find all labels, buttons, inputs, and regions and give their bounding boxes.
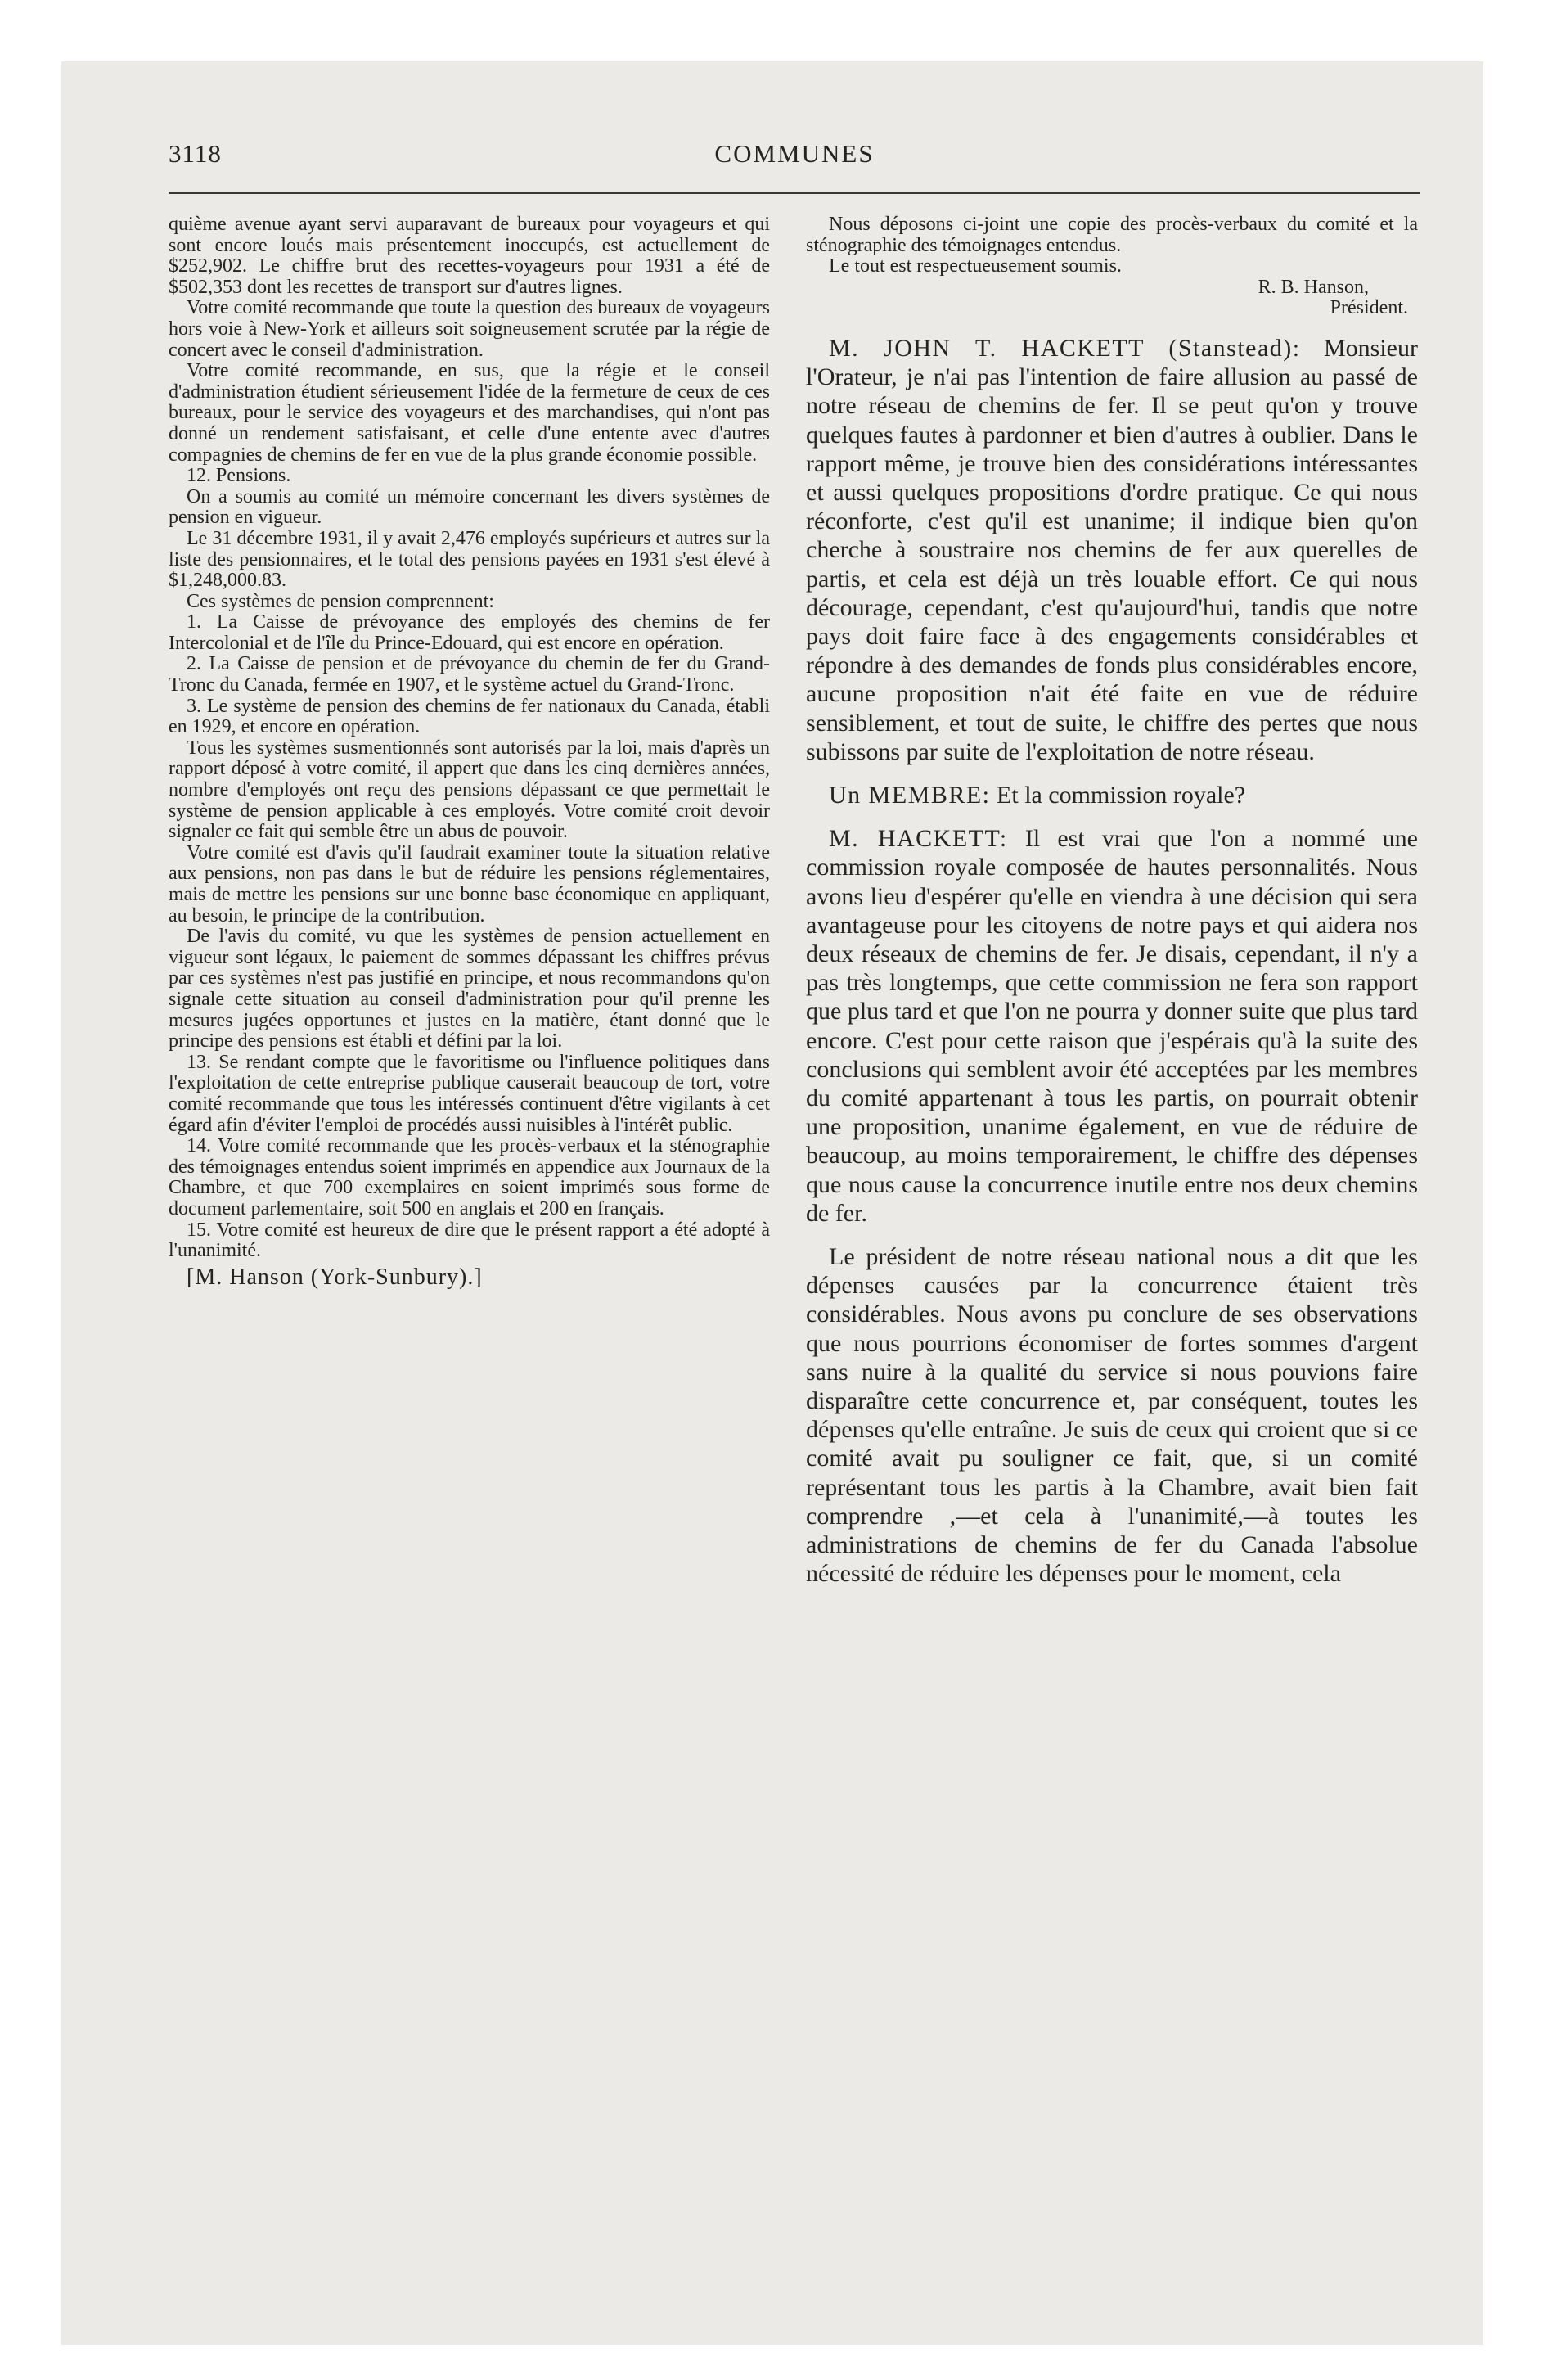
- paragraph: Tous les systèmes susmentionnés sont autorisés par la loi, mais d'après un rapport déposé à votre comité, il appert que dans les cinq dernières années, nombre d'employés ont reçu des pensions dépassant ce que permettait le système de pension applicable à ces employés. Votre comité croit devoir signaler ce fait qui semble être un abus de pouvoir.: [169, 737, 770, 843]
- signer-title: Président.: [1330, 297, 1408, 319]
- paragraph: On a soumis au comité un mémoire concernant les divers systèmes de pension en vigueur.: [169, 485, 770, 529]
- paragraph: Le 31 décembre 1931, il y avait 2,476 employés supérieurs et autres sur la liste des pensionnaires, et le total des pensions payées en 1931 s'est élevé à $1,248,000.83.: [169, 527, 770, 592]
- list-item: 3. Le système de pension des chemins de fer nationaux du Canada, établi en 1929, et encore en opération.: [169, 695, 770, 738]
- list-item: 2. La Caisse de pension et de prévoyance du chemin de fer du Grand-Tronc du Canada, fermée en 1907, et le système actuel du Grand-Tronc.: [169, 653, 770, 696]
- speech-text: Et la commission royale?: [997, 782, 1246, 809]
- speaker-name: Un MEMBRE:: [829, 782, 991, 809]
- page-number: 3118: [169, 139, 222, 168]
- paragraph: Le tout est respectueusement soumis.: [829, 255, 1122, 277]
- speech-paragraph: Le président de notre réseau national nous a dit que les dépenses causées par la concurrence étaient très considérables. Nous avons pu conclure de ses observations que nous pourrions économiser de fortes sommes d'argent sans nuire à la qualité du service si nous pouvions faire disparaître cette concurrence et, par conséquent, toutes les dépenses qu'elle entraîne. Je suis de ceux qui croient que si ce comité avait pu souligner ce fait, que, si un comité représentant tous les partis à la Chambre, avait bien fait comprendre ,—et cela à l'unanimité,—à toutes les administrations de chemins de fer du Canada l'absolue nécessité de réduire les dépenses pour le moment, cela: [806, 1243, 1418, 1588]
- paragraph: Votre comité est d'avis qu'il faudrait examiner toute la situation relative aux pensions, non pas dans le but de réduire les pensions réglementaires, mais de mettre les pensions sur une bonne base économique en appliquant, au besoin, le principe de la contribution.: [169, 841, 770, 926]
- speech-paragraph: [806, 781, 1418, 809]
- section-heading: 12. Pensions.: [187, 465, 291, 487]
- spacer: [806, 1228, 1418, 1242]
- list-item: 1. La Caisse de prévoyance des employés des chemins de fer Intercolonial et de l'île du Prince-Edouard, qui est encore en opération.: [169, 611, 770, 654]
- speech-text: Monsieur l'Orateur, je n'ai pas l'intention de faire allusion au passé de notre réseau de chemins de fer. Il se peut qu'on y trouve quelques fautes à pardonner et bien d'autres à oublier. Dans le rapport même, je trouve bien des considérations intéressantes et aussi quelques propositions d'ordre pratique. Ce qui nous réconforte, c'est qu'il est unanime; il indique bien qu'on cherche à soustraire nos chemins de fer aux querelles de partis, et cela est déjà un très louable effort. Ce qui nous décourage, cependant, c'est qu'aujourd'hui, tandis que notre pays doit faire face à des engagements considérables et répondre à des demandes de fonds plus considérables encore, aucune proposition n'ait été faite en vue de réduire sensiblement, et tout de suite, le chiffre des pertes que nous subissons par suite de l'exploitation de notre réseau.: [806, 334, 1418, 765]
- paragraph: 14. Votre comité recommande que les procès-verbaux et la sténographie des témoignages entendus soient imprimés en appendice aux Journaux de la Chambre, et que 700 exemplaires en soient imprimés sous forme de document parlementaire, soit 500 en anglais et 200 en français.: [169, 1135, 770, 1219]
- paragraph: quième avenue ayant servi auparavant de bureaux pour voyageurs et qui sont encore loués mais présentement inoccupés, est actuellement de $252,902. Le chiffre brut des recettes-voyageurs pour 1931 a été de $502,353 dont les recettes de transport sur d'autres lignes.: [169, 214, 770, 298]
- paragraph: Votre comité recommande que toute la question des bureaux de voyageurs hors voie à New-York et ailleurs soit soigneusement scrutée par la régie de concert avec le conseil d'administration.: [169, 297, 770, 361]
- paragraph: 15. Votre comité est heureux de dire que le présent rapport a été adopté à l'unanimité.: [169, 1219, 770, 1262]
- spacer: [806, 319, 1418, 334]
- speech-paragraph: [806, 334, 1418, 766]
- paragraph: Nous déposons ci-joint une copie des procès-verbaux du comité et la sténographie des témoignages entendus.: [806, 214, 1418, 256]
- paragraph: Votre comité recommande, en sus, que la régie et le conseil d'administration étudient sérieusement l'idée de la fermeture de ceux de ces bureaux, pour le service des voyageurs et des marchandises, qui n'ont pas donné un rendement satisfaisant, et celle d'une entente avec d'autres compagnies de chemins de fer en vue de la plus grande économie possible.: [169, 360, 770, 466]
- spacer: [806, 766, 1418, 781]
- spacer: [806, 809, 1418, 824]
- speech-paragraph: [806, 824, 1418, 1228]
- speaker-name: M. HACKETT:: [829, 825, 1008, 853]
- speaker-attribution: [M. Hanson (York-Sunbury).]: [187, 1264, 483, 1290]
- paragraph: De l'avis du comité, vu que les systèmes de pension actuellement en vigueur sont légaux, le paiement de sommes dépassant les chiffres prévus par ces systèmes n'est pas justifié en principe, et nous recommandons qu'on signale cette situation au conseil d'administration pour qu'il prenne les mesures jugées opportunes et justes en la matière, étant donné que le principe des pensions est établi et défini par la loi.: [169, 926, 770, 1053]
- signer-name: R. B. Hanson,: [1258, 276, 1369, 298]
- left-column: [169, 214, 770, 1290]
- running-title: COMMUNES: [714, 139, 875, 168]
- speaker-name: M. JOHN T. HACKETT (Stanstead):: [829, 334, 1301, 362]
- header-rule: [169, 192, 1420, 194]
- right-column: [806, 214, 1418, 1589]
- paragraph: Ces systèmes de pension comprennent:: [187, 590, 494, 612]
- paragraph: 13. Se rendant compte que le favoritisme ou l'influence politiques dans l'exploitation de cette entreprise publique causerait beaucoup de tort, votre comité recommande que tous les intéressés continuent d'être vigilants à cet égard afin d'éviter l'emploi de procédés aussi nuisibles à l'intérêt public.: [169, 1051, 770, 1136]
- page-header: [169, 139, 1420, 172]
- speech-text: Il est vrai que l'on a nommé une commission royale composée de hautes personnalités. Nous avons lieu d'espérer qu'elle en viendra à une décision qui sera avantageuse pour les citoyens de notre pays et qui aidera nos deux réseaux de chemins de fer. Je disais, cependant, il n'y a pas très longtemps, que cette commission ne fera son rapport que plus tard et que l'on ne pourra y donner suite que plus tard encore. C'est pour cette raison que j'espérais qu'à la suite des conclusions qui semblent avoir été acceptées par les membres du comité appartenant à tous les partis, on pourrait obtenir une proposition, unanime également, en vue de réduire de beaucoup, au moins temporairement, le chiffre des dépenses que nous cause la concurrence inutile entre nos deux chemins de fer.: [806, 825, 1418, 1227]
